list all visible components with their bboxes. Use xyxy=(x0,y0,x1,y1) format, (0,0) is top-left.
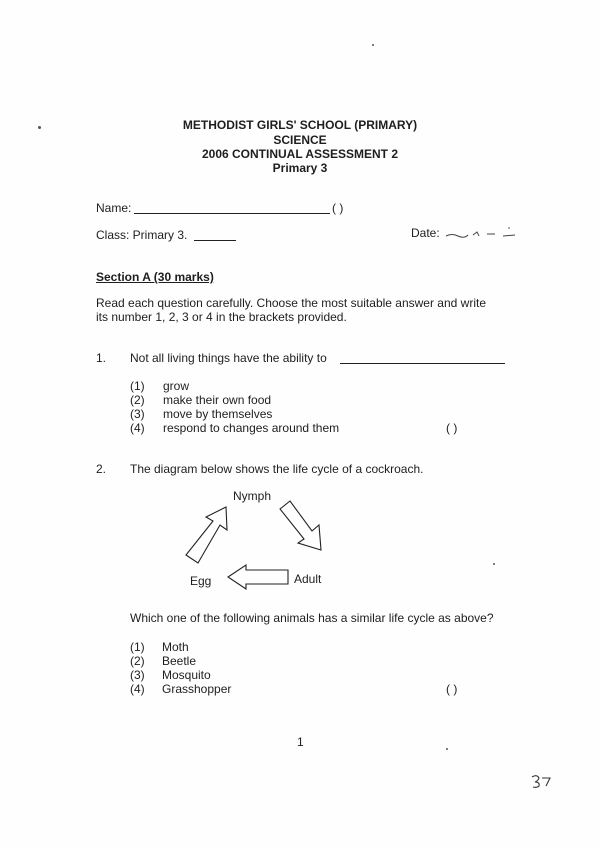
q2-option-number: (1) xyxy=(130,640,145,654)
name-answer-line xyxy=(134,213,330,214)
diagram-label-nymph: Nymph xyxy=(233,489,272,503)
life-cycle-arrows xyxy=(180,495,330,590)
scan-speck xyxy=(372,44,374,46)
question-2-followup: Which one of the following animals has a similar life cycle as above? xyxy=(130,611,494,625)
question-1-number: 1. xyxy=(96,351,107,365)
arrow-egg-to-nymph xyxy=(186,507,227,563)
q2-option-text: Moth xyxy=(162,640,189,654)
q2-option-text: Mosquito xyxy=(162,668,211,682)
q2-option-number: (3) xyxy=(130,668,145,682)
question-2-answer-bracket[interactable]: ( ) xyxy=(446,682,458,696)
diagram-label-adult: Adult xyxy=(294,572,322,586)
school-name: METHODIST GIRLS' SCHOOL (PRIMARY) xyxy=(182,118,418,132)
q1-option-number: (4) xyxy=(130,421,145,435)
section-title: Section A (30 marks) xyxy=(96,270,214,284)
arrow-nymph-to-adult xyxy=(280,501,321,550)
name-label: Name: xyxy=(96,201,132,215)
q2-option-text: Beetle xyxy=(162,654,197,668)
question-1-answer-bracket[interactable]: ( ) xyxy=(446,421,458,435)
q1-option-number: (2) xyxy=(130,393,145,407)
q1-option-text: respond to changes around them xyxy=(163,421,340,435)
q1-option-text: move by themselves xyxy=(163,407,273,421)
class-answer-line xyxy=(194,240,236,241)
diagram-label-egg: Egg xyxy=(190,574,212,588)
section-instructions-line1: Read each question carefully. Choose the most suitable answer and write xyxy=(96,296,486,310)
q1-option-text: grow xyxy=(163,379,190,393)
question-1-blank-line xyxy=(340,363,505,364)
exam-title: 2006 CONTINUAL ASSESSMENT 2 xyxy=(201,147,399,161)
handwritten-mark xyxy=(530,773,556,789)
question-2-number: 2. xyxy=(96,462,107,476)
class-label: Class: Primary 3. xyxy=(96,228,188,242)
q2-option-number: (4) xyxy=(130,682,145,696)
question-2-stem: The diagram below shows the life cycle of a cockroach. xyxy=(130,462,424,476)
handwritten-date-scribble xyxy=(443,224,523,242)
register-number-bracket: ( ) xyxy=(332,201,344,215)
question-1-stem: Not all living things have the ability to xyxy=(130,351,327,365)
arrow-adult-to-egg xyxy=(228,565,288,589)
q2-option-number: (2) xyxy=(130,654,145,668)
q1-option-number: (1) xyxy=(130,379,145,393)
date-label: Date: xyxy=(411,226,440,240)
q2-option-text: Grasshopper xyxy=(162,682,232,696)
page-number: 1 xyxy=(297,735,304,749)
section-instructions-line2: its number 1, 2, 3 or 4 in the brackets provided. xyxy=(96,310,347,324)
subject-title: SCIENCE xyxy=(273,133,327,147)
scan-speck xyxy=(493,563,495,565)
q1-option-number: (3) xyxy=(130,407,145,421)
q1-option-text: make their own food xyxy=(163,393,272,407)
level-title: Primary 3 xyxy=(272,161,328,175)
scan-speck xyxy=(446,748,448,750)
